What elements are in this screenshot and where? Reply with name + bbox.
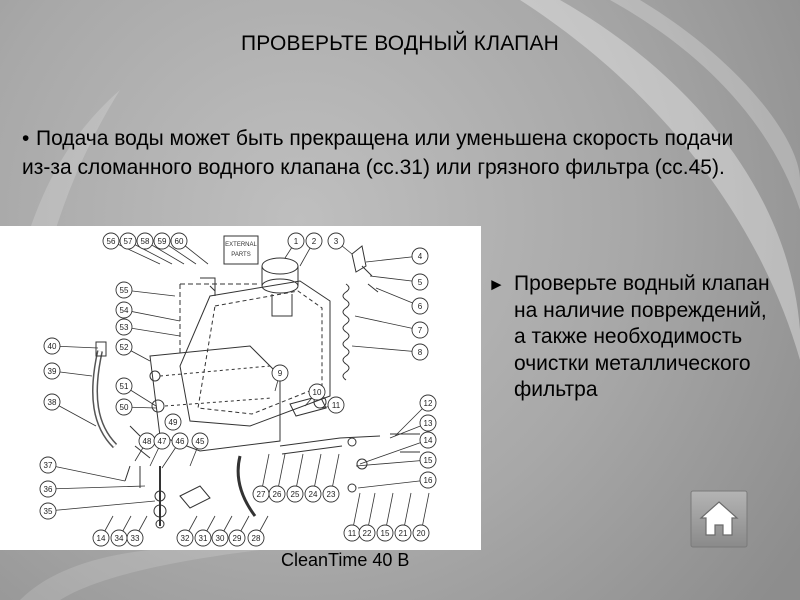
part-number: 10 — [312, 388, 322, 397]
part-number: 12 — [423, 399, 433, 408]
part-number: 23 — [326, 490, 336, 499]
part-number: 60 — [174, 237, 184, 246]
home-button[interactable] — [690, 490, 748, 548]
part-callout — [44, 338, 98, 354]
part-number: 7 — [417, 326, 423, 335]
bullet-paragraph — [22, 124, 742, 182]
bullet-icon: • — [22, 127, 30, 150]
part-number: 58 — [140, 237, 150, 246]
bullet-text: Подача воды может быть прекращена или уменьшена скорость подачи из-за сломанного водного клапана (cc.31) или грязного фильтра (cc.45). — [22, 127, 734, 179]
part-callout — [44, 394, 96, 426]
part-callouts — [40, 233, 436, 546]
part-callout — [248, 516, 268, 546]
part-number: 25 — [290, 490, 300, 499]
part-callout — [344, 493, 360, 541]
part-callout — [127, 516, 147, 546]
part-number: 22 — [362, 529, 372, 538]
part-number: 52 — [119, 343, 129, 352]
part-number: 20 — [416, 529, 426, 538]
part-number: 59 — [157, 237, 167, 246]
part-callout — [285, 233, 304, 258]
home-icon[interactable] — [690, 490, 748, 548]
part-number: 31 — [198, 534, 208, 543]
part-callout — [116, 399, 156, 415]
part-number: 16 — [423, 476, 433, 485]
part-number: 11 — [347, 529, 357, 538]
part-number: 49 — [168, 418, 178, 427]
part-number: 21 — [398, 529, 408, 538]
part-number: 34 — [114, 534, 124, 543]
part-callout — [287, 454, 303, 502]
part-callout — [135, 433, 155, 461]
svg-text:PARTS: PARTS — [231, 252, 251, 258]
part-number: 57 — [123, 237, 133, 246]
part-callout — [190, 433, 208, 466]
part-callout — [323, 454, 339, 502]
part-callout — [370, 274, 428, 290]
part-number: 27 — [256, 490, 266, 499]
part-number: 29 — [232, 534, 242, 543]
part-number: 13 — [423, 419, 433, 428]
part-callout — [93, 516, 113, 546]
part-number: 54 — [119, 306, 129, 315]
part-number: 33 — [130, 534, 140, 543]
part-callout — [355, 316, 428, 338]
part-number: 32 — [180, 534, 190, 543]
part-callout — [165, 414, 181, 430]
part-callout — [376, 288, 428, 314]
part-number: 28 — [251, 534, 261, 543]
part-callout — [229, 516, 249, 546]
part-callout — [177, 516, 197, 546]
part-callout — [195, 516, 215, 546]
parts-diagram-drawing — [0, 226, 481, 550]
part-callout — [212, 516, 232, 546]
part-callout — [305, 384, 325, 406]
check-instruction-text: Проверьте водный клапан на наличие повреждений, а также необходимость очистки металлического фильтра — [514, 272, 770, 401]
check-instruction — [488, 271, 778, 404]
part-number: 3 — [333, 237, 339, 246]
part-number: 46 — [175, 437, 185, 446]
part-number: 15 — [423, 456, 433, 465]
part-number: 24 — [308, 490, 318, 499]
parts-diagram — [0, 226, 481, 550]
model-caption: CleanTime 40 B — [281, 550, 410, 570]
tank-front — [150, 346, 280, 451]
part-number: 9 — [277, 369, 283, 378]
spring — [343, 284, 349, 380]
part-number: 1 — [293, 237, 299, 246]
part-number: 56 — [106, 237, 116, 246]
part-number: 39 — [47, 367, 57, 376]
part-number: 2 — [311, 237, 317, 246]
part-callout — [377, 493, 393, 541]
part-number: 14 — [96, 534, 106, 543]
page-title: ПРОВЕРЬТЕ ВОДНЫЙ КЛАПАН — [240, 32, 560, 55]
part-callout — [253, 454, 269, 502]
part-callout — [305, 454, 321, 502]
part-number: 37 — [43, 461, 53, 470]
tank-outline — [180, 281, 330, 426]
part-callout — [40, 481, 145, 497]
part-callout — [356, 452, 436, 468]
arrow-bullet-icon: ► — [488, 275, 505, 294]
part-number: 45 — [195, 437, 205, 446]
part-callout — [116, 282, 175, 298]
external-parts-box — [224, 236, 258, 264]
part-callout — [366, 248, 428, 264]
part-callout — [44, 363, 92, 379]
part-callout — [358, 472, 436, 488]
filler-cap — [262, 258, 298, 274]
part-number: 35 — [43, 507, 53, 516]
part-number: 50 — [119, 403, 129, 412]
part-number: 11 — [331, 401, 341, 410]
svg-text:EXTERNAL: EXTERNAL — [225, 242, 257, 248]
part-number: 53 — [119, 323, 129, 332]
part-number: 4 — [417, 252, 423, 261]
part-callout — [395, 493, 411, 541]
part-callout — [116, 339, 150, 361]
part-callout — [116, 319, 180, 336]
part-callout — [116, 302, 180, 321]
part-number: 14 — [423, 436, 433, 445]
part-number: 6 — [417, 302, 423, 311]
part-callout — [269, 454, 285, 502]
part-number: 48 — [142, 437, 152, 446]
part-callout — [352, 344, 428, 360]
part-number: 47 — [157, 437, 167, 446]
part-number: 40 — [47, 342, 57, 351]
part-callout — [40, 457, 125, 481]
part-number: 15 — [380, 529, 390, 538]
part-callout — [40, 501, 155, 519]
part-number: 36 — [43, 485, 53, 494]
part-number: 8 — [417, 348, 423, 357]
part-number: 55 — [119, 286, 129, 295]
part-number: 38 — [47, 398, 57, 407]
part-callout — [328, 233, 352, 254]
part-number: 30 — [215, 534, 225, 543]
tank-inner — [198, 291, 322, 414]
part-number: 5 — [417, 278, 423, 287]
part-number: 26 — [272, 490, 282, 499]
part-callout — [359, 493, 375, 541]
part-number: 51 — [119, 382, 129, 391]
part-callout — [413, 493, 429, 541]
